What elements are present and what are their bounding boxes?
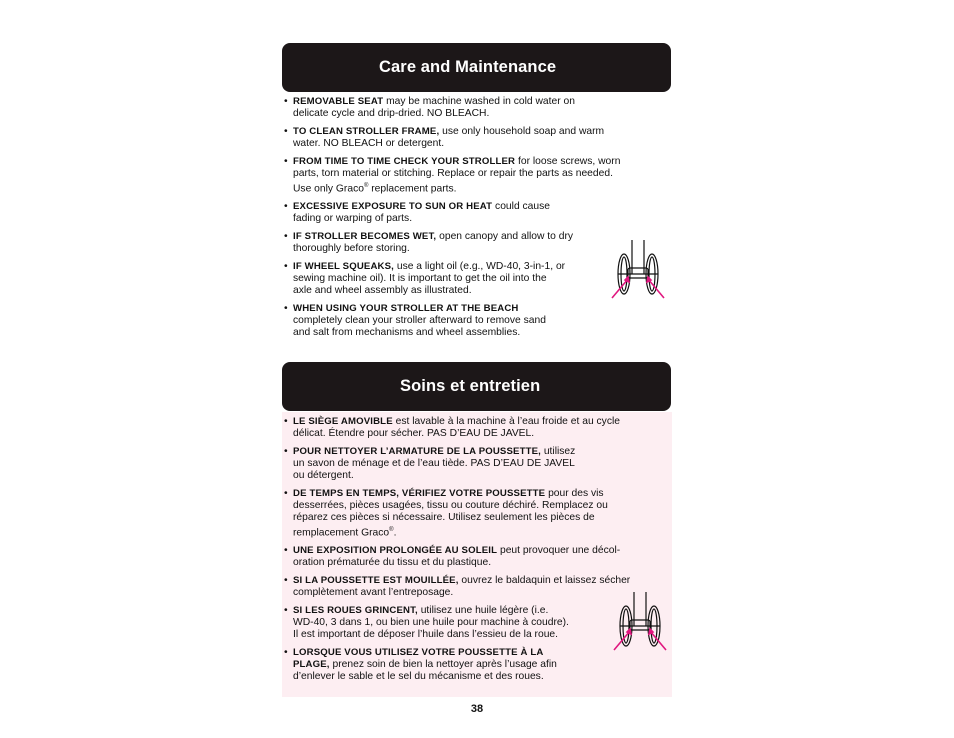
list-item: • TO CLEAN STROLLER FRAME, use only household soap and warm water. NO BLEACH or detergent. [283,126,673,150]
list-item: • LE SIÈGE AMOVIBLE est lavable à la machine à l’eau froide et au cycle délicat. Étendre pour sécher. PAS D’EAU DE JAVEL. [283,416,673,440]
list-item: • IF STROLLER BECOMES WET, open canopy and allow to dry thoroughly before storing. [283,231,673,255]
list-item: • DE TEMPS EN TEMPS, VÉRIFIEZ VOTRE POUSSETTE pour des vis desserrées, pièces usagées, tissu ou couture déchiré. Remplacez ou réparez ces pièces si nécessaire. Utilisez seulement les pièces de remplacement Graco®. [283,488,673,539]
page-number: 38 [470,703,484,715]
list-item: • FROM TIME TO TIME CHECK YOUR STROLLER for loose screws, worn parts, torn material or stitching. Replace or repair the parts as needed. Use only Graco® replacement parts. [283,156,673,195]
soins-entretien-header [282,362,671,411]
list-item: • SI LES ROUES GRINCENT, utilisez une huile légère (i.e. WD-40, 3 dans 1, ou bien une huile pour machine à coudre). Il est important de déposer l’huile dans l’essieu de la roue. [283,605,673,641]
soins-title: Soins et entretien [400,377,541,395]
list-item: • WHEN USING YOUR STROLLER AT THE BEACH completely clean your stroller afterward to remove sand and salt from mechanisms and wheel assemblies. [283,303,673,339]
wheel-oil-icon-fr [612,590,668,654]
list-item: • UNE EXPOSITION PROLONGÉE AU SOLEIL peut provoquer une décol- oration prématurée du tissu et du plastique. [283,545,673,569]
list-item: • LORSQUE VOUS UTILISEZ VOTRE POUSSETTE À LA PLAGE, prenez soin de bien la nettoyer après l’usage afin d’enlever le sable et le sel du mécanisme et des roues. [283,647,673,683]
wheel-oil-icon [610,238,666,302]
list-item: • POUR NETTOYER L’ARMATURE DE LA POUSSETTE, utilisez un savon de ménage et de l’eau tiède. PAS D’EAU DE JAVEL ou détergent. [283,446,673,482]
list-item: • REMOVABLE SEAT may be machine washed in cold water on delicate cycle and drip-dried. NO BLEACH. [283,96,673,120]
care-list [283,96,673,345]
list-item: • EXCESSIVE EXPOSURE TO SUN OR HEAT could cause fading or warping of parts. [283,201,673,225]
list-item: • IF WHEEL SQUEAKS, use a light oil (e.g., WD-40, 3-in-1, or sewing machine oil). It is important to get the oil into the axle and wheel assembly as illustrated. [283,261,673,297]
care-maintenance-header [282,43,671,92]
list-item: • SI LA POUSSETTE EST MOUILLÉE, ouvrez le baldaquin et laissez sécher complètement avant l’entreposage. [283,575,673,599]
care-title: Care and Maintenance [379,58,557,76]
